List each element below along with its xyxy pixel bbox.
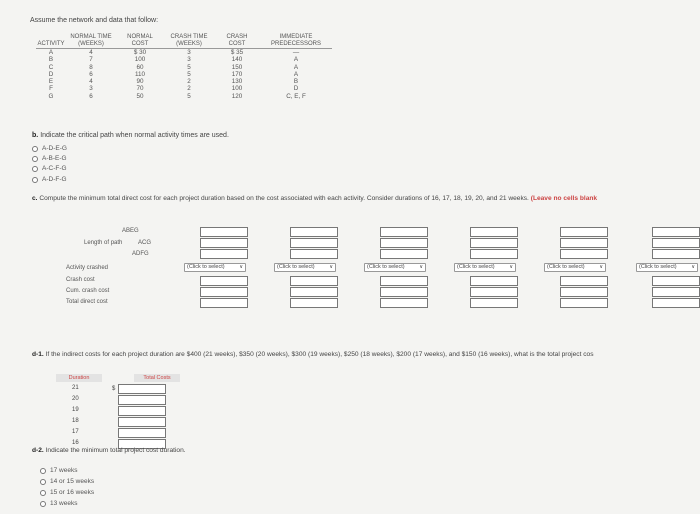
cell-crash-cost: 120 xyxy=(231,92,243,100)
cell-predecessors: — xyxy=(292,49,300,56)
row-total-direct-cost-label: Total direct cost xyxy=(66,299,108,305)
part-d2-option-2[interactable] xyxy=(40,478,94,485)
option-label: 17 weeks xyxy=(50,467,78,474)
cell-crash-time: 3 xyxy=(187,56,191,64)
duration-value: 18 xyxy=(72,418,79,424)
cell-normal-cost: 50 xyxy=(136,92,144,100)
activity-crashed-select[interactable] xyxy=(454,263,516,272)
cell-crash-cost: 150 xyxy=(231,63,243,71)
cell-activity: B xyxy=(48,56,54,64)
radio-circle-icon[interactable] xyxy=(40,501,46,507)
duration-value: 21 xyxy=(72,385,79,391)
cell-normal-time: 6 xyxy=(89,92,93,100)
header-normal-time-l2: (WEEKS) xyxy=(78,41,104,47)
cell-normal-time: 8 xyxy=(89,63,93,71)
path-length-input[interactable] xyxy=(560,227,608,237)
cell-crash-time: 5 xyxy=(187,70,191,78)
cost-input[interactable] xyxy=(380,298,428,308)
select-label: (Click to select) xyxy=(277,264,315,270)
option-label: A-D-F-G xyxy=(42,176,67,183)
activity-data-table xyxy=(36,34,332,100)
path-length-input[interactable] xyxy=(560,238,608,248)
cell-normal-cost: 100 xyxy=(134,56,146,64)
activity-crashed-select[interactable] xyxy=(184,263,246,272)
select-label: (Click to select) xyxy=(547,264,585,270)
cost-input[interactable] xyxy=(560,287,608,297)
part-b-text: Indicate the critical path when normal activity times are used. xyxy=(40,132,229,139)
cost-input[interactable] xyxy=(200,287,248,297)
cost-input[interactable] xyxy=(380,276,428,286)
path-length-input[interactable] xyxy=(652,249,700,259)
length-of-path-label: Length of path xyxy=(84,240,123,246)
table-row xyxy=(36,56,332,63)
part-d2-text: Indicate the minimum total project cost duration. xyxy=(45,447,186,454)
part-d2-label: d-2. xyxy=(32,447,44,454)
total-costs-column-header: Total Costs xyxy=(134,374,180,382)
cell-activity: F xyxy=(49,85,53,93)
activity-crashed-select[interactable] xyxy=(544,263,606,272)
cell-activity: A xyxy=(48,49,54,56)
cell-crash-cost: 100 xyxy=(231,85,243,93)
cell-crash-cost: 140 xyxy=(231,56,243,64)
table-row xyxy=(36,78,332,85)
radio-circle-icon[interactable] xyxy=(32,166,38,172)
table-row xyxy=(36,71,332,78)
header-normal-cost-l2: COST xyxy=(131,41,149,47)
duration-column-header: Duration xyxy=(56,374,102,382)
activity-crashed-select[interactable] xyxy=(274,263,336,272)
part-d1-question xyxy=(32,351,594,358)
cell-normal-time: 6 xyxy=(89,70,93,78)
header-crash-time-l1: CRASH TIME xyxy=(170,34,208,40)
option-label: A-B-E-G xyxy=(42,155,67,162)
select-label: (Click to select) xyxy=(457,264,495,270)
path-length-input[interactable] xyxy=(380,238,428,248)
radio-circle-icon[interactable] xyxy=(32,177,38,183)
table-row xyxy=(36,49,332,56)
path-length-input[interactable] xyxy=(380,227,428,237)
part-c-question xyxy=(32,195,597,202)
currency-symbol: $ xyxy=(112,386,116,392)
cost-input[interactable] xyxy=(290,276,338,286)
cost-input[interactable] xyxy=(560,298,608,308)
part-b-question xyxy=(32,132,229,139)
header-activity-l2: ACTIVITY xyxy=(37,41,65,47)
cell-predecessors: A xyxy=(293,56,299,64)
path-length-input[interactable] xyxy=(290,238,338,248)
chevron-down-icon: ∨ xyxy=(329,264,333,270)
cell-predecessors: B xyxy=(293,78,299,86)
cost-input[interactable] xyxy=(200,298,248,308)
cost-input[interactable] xyxy=(200,276,248,286)
part-b-option-1[interactable] xyxy=(32,145,67,152)
part-c-text: Compute the minimum total direct cost for each project duration based on the cost associated with each activity. Consider durations of 16, 17, 18, 19, 20, and 21 weeks. xyxy=(39,195,529,202)
option-label: 14 or 15 weeks xyxy=(50,478,95,485)
cell-predecessors: C, E, F xyxy=(286,92,306,100)
path-length-input[interactable] xyxy=(560,249,608,259)
cell-normal-cost: $ 30 xyxy=(133,49,147,56)
duration-value: 20 xyxy=(72,396,79,402)
cell-crash-time: 2 xyxy=(187,78,191,86)
cell-normal-cost: 70 xyxy=(136,85,144,93)
select-label: (Click to select) xyxy=(187,264,225,270)
cell-crash-time: 5 xyxy=(187,92,191,100)
path-length-input[interactable] xyxy=(200,238,248,248)
part-b-option-4[interactable] xyxy=(32,176,67,183)
cell-crash-cost: 130 xyxy=(231,78,243,86)
row-crash-cost-label: Crash cost xyxy=(66,277,95,283)
path-adfg-label: ADFG xyxy=(132,251,149,257)
path-length-input[interactable] xyxy=(470,238,518,248)
intro-text: Assume the network and data that follow: xyxy=(30,17,159,24)
radio-circle-icon[interactable] xyxy=(40,479,46,485)
chevron-down-icon: ∨ xyxy=(599,264,603,270)
duration-value: 16 xyxy=(72,440,79,446)
cost-input[interactable] xyxy=(470,298,518,308)
chevron-down-icon: ∨ xyxy=(239,264,243,270)
cell-predecessors: A xyxy=(293,70,299,78)
option-label: 15 or 16 weeks xyxy=(50,489,95,496)
path-length-input[interactable] xyxy=(652,238,700,248)
option-label: A-C-F-G xyxy=(42,165,67,172)
cell-crash-cost: $ 35 xyxy=(230,49,244,56)
cost-input[interactable] xyxy=(652,298,700,308)
cell-normal-cost: 110 xyxy=(134,70,146,78)
part-b-label: b. xyxy=(32,132,39,139)
path-acg-label: ACG xyxy=(138,240,152,246)
header-crash-time-l2: (WEEKS) xyxy=(176,41,202,47)
part-d1-label: d-1. xyxy=(32,351,44,358)
part-b-option-3[interactable] xyxy=(32,165,67,172)
cell-normal-cost: 60 xyxy=(136,63,144,71)
part-d2-option-1[interactable] xyxy=(40,467,77,474)
table-row xyxy=(36,93,332,100)
cell-crash-time: 5 xyxy=(187,63,191,71)
path-length-input[interactable] xyxy=(200,249,248,259)
cell-activity: E xyxy=(48,78,54,86)
select-label: (Click to select) xyxy=(639,264,677,270)
cell-activity: D xyxy=(48,70,54,78)
radio-circle-icon[interactable] xyxy=(32,146,38,152)
path-abeg-label: ABEG xyxy=(122,228,139,234)
radio-circle-icon[interactable] xyxy=(40,468,46,474)
cell-normal-time: 7 xyxy=(89,56,93,64)
cell-crash-cost: 170 xyxy=(231,70,243,78)
cost-input[interactable] xyxy=(560,276,608,286)
cost-input[interactable] xyxy=(470,276,518,286)
part-d2-option-4[interactable] xyxy=(40,500,77,507)
cost-input[interactable] xyxy=(290,287,338,297)
cell-normal-time: 4 xyxy=(89,49,93,56)
total-cost-input[interactable] xyxy=(118,417,166,427)
path-length-input[interactable] xyxy=(290,227,338,237)
table-header-line1 xyxy=(36,34,332,41)
path-length-input[interactable] xyxy=(470,227,518,237)
part-d2-question xyxy=(32,447,186,454)
header-normal-time-l1: NORMAL TIME xyxy=(70,34,112,40)
chevron-down-icon: ∨ xyxy=(419,264,423,270)
table-header-line2 xyxy=(36,41,332,48)
part-d2-option-3[interactable] xyxy=(40,489,94,496)
part-c-warning: (Leave no cells blank xyxy=(530,195,598,202)
option-label: A-D-E-G xyxy=(42,145,67,152)
header-activity-l1 xyxy=(36,34,66,41)
path-length-input[interactable] xyxy=(470,249,518,259)
cell-activity: C xyxy=(48,63,54,71)
chevron-down-icon: ∨ xyxy=(691,264,695,270)
cell-predecessors: D xyxy=(293,85,299,93)
activity-crashed-select[interactable] xyxy=(636,263,698,272)
duration-value: 17 xyxy=(72,429,79,435)
part-b-option-2[interactable] xyxy=(32,155,67,162)
cost-input[interactable] xyxy=(652,276,700,286)
path-length-input[interactable] xyxy=(290,249,338,259)
cell-normal-time: 3 xyxy=(89,85,93,93)
total-cost-input[interactable] xyxy=(118,428,166,438)
cost-input[interactable] xyxy=(380,287,428,297)
part-c-label: c. xyxy=(32,195,38,202)
cell-crash-time: 2 xyxy=(187,85,191,93)
activity-crashed-select[interactable] xyxy=(364,263,426,272)
total-cost-input[interactable] xyxy=(118,384,166,394)
path-length-input[interactable] xyxy=(652,227,700,237)
path-length-input[interactable] xyxy=(380,249,428,259)
cell-predecessors: A xyxy=(293,63,299,71)
radio-circle-icon[interactable] xyxy=(32,156,38,162)
table-row xyxy=(36,85,332,92)
chevron-down-icon: ∨ xyxy=(509,264,513,270)
path-length-input[interactable] xyxy=(200,227,248,237)
option-label: 13 weeks xyxy=(50,500,78,507)
cell-normal-cost: 90 xyxy=(136,78,144,86)
row-activity-crashed-label: Activity crashed xyxy=(66,265,109,271)
total-cost-input[interactable] xyxy=(118,395,166,405)
header-normal-cost-l1: NORMAL xyxy=(127,34,153,40)
duration-value: 19 xyxy=(72,407,79,413)
row-cum-crash-cost-label: Cum. crash cost xyxy=(66,288,110,294)
cost-input[interactable] xyxy=(290,298,338,308)
cell-normal-time: 4 xyxy=(89,78,93,86)
header-predecessors-l2: PREDECESSORS xyxy=(270,41,321,47)
header-crash-cost-l2: COST xyxy=(228,41,246,47)
header-crash-cost-l1: CRASH xyxy=(226,34,248,40)
cost-input[interactable] xyxy=(652,287,700,297)
select-label: (Click to select) xyxy=(367,264,405,270)
table-row xyxy=(36,64,332,71)
radio-circle-icon[interactable] xyxy=(40,490,46,496)
cost-input[interactable] xyxy=(470,287,518,297)
cell-activity: G xyxy=(48,92,54,100)
part-d1-text: If the indirect costs for each project duration are $400 (21 weeks), $350 (20 weeks), $300 (19 weeks), $250 (18 weeks), $200 (17 weeks), and $150 (16 weeks), what is the total project cos xyxy=(45,351,594,358)
total-cost-input[interactable] xyxy=(118,406,166,416)
cell-crash-time: 3 xyxy=(187,49,191,56)
header-predecessors-l1: IMMEDIATE xyxy=(279,34,313,40)
